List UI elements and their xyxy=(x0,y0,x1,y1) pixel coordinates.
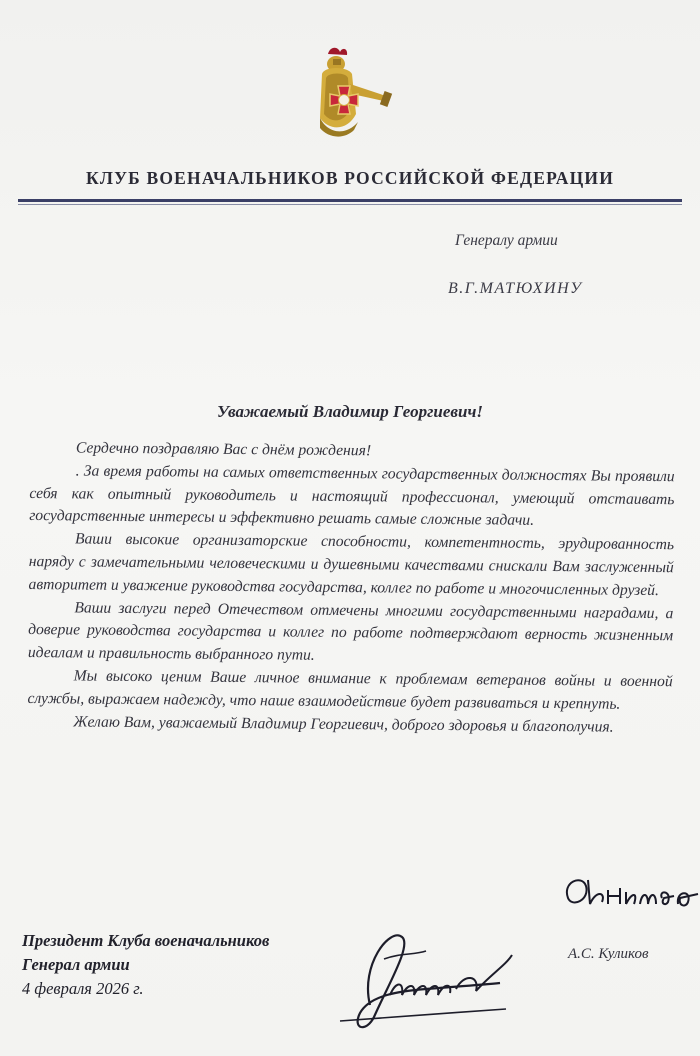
paragraph: Желаю Вам, уважаемый Владимир Георгиевич, доброго здоровья и благополучия. xyxy=(73,712,614,736)
handwritten-note xyxy=(560,868,700,918)
paragraph: Ваши заслуги перед Отечеством отмечены многими государственными наградами, а доверие руководства государства и коллег по работе подтверждают верность жизненным идеалам и правильность выбранного пути. xyxy=(27,599,674,664)
salutation: Уважаемый Владимир Георгиевич! xyxy=(217,402,483,421)
header-rule-thin xyxy=(18,204,682,205)
paragraph: Ваши высокие организаторские способности, компетентность, эрудированность наряду с замечательными человеческими и душевными качествами снискали Вам заслуженный авторитет и уважение руководства государства, коллег по работе и многочисленных друзей. xyxy=(28,530,675,599)
paragraph: Мы высоко ценим Ваше личное внимание к проблемам ветеранов войны и военной службы, выражаем надежду, что наше взаимодействие будет развиваться и крепнуть. xyxy=(27,667,673,713)
addressee-rank: Генералу армии xyxy=(455,232,558,249)
header-rule xyxy=(18,199,682,202)
signature-block xyxy=(22,929,269,1001)
signer-rank: Генерал армии xyxy=(22,955,130,974)
signer-title: Президент Клуба военачальников xyxy=(22,931,270,950)
order-emblem-icon xyxy=(300,44,400,144)
addressee-name: В.Г.МАТЮХИНУ xyxy=(448,280,583,297)
handwritten-signature xyxy=(330,925,520,1037)
paragraph: Сердечно поздравляю Вас с днём рождения! xyxy=(75,439,372,460)
letter-body xyxy=(27,437,675,740)
signer-name: А.С. Куликов xyxy=(568,946,649,962)
letter-date: 4 февраля 2026 г. xyxy=(22,979,144,998)
organization-title: КЛУБ ВОЕНАЧАЛЬНИКОВ РОССИЙСКОЙ ФЕДЕРАЦИИ xyxy=(85,168,615,188)
paragraph: . За время работы на самых ответственных государственных должностях Вы проявили себя как опытный руководитель и настоящий профессионал, умеющий отстаивать государственные интересы и эффективно решать самые сложные задачи. xyxy=(29,462,675,530)
